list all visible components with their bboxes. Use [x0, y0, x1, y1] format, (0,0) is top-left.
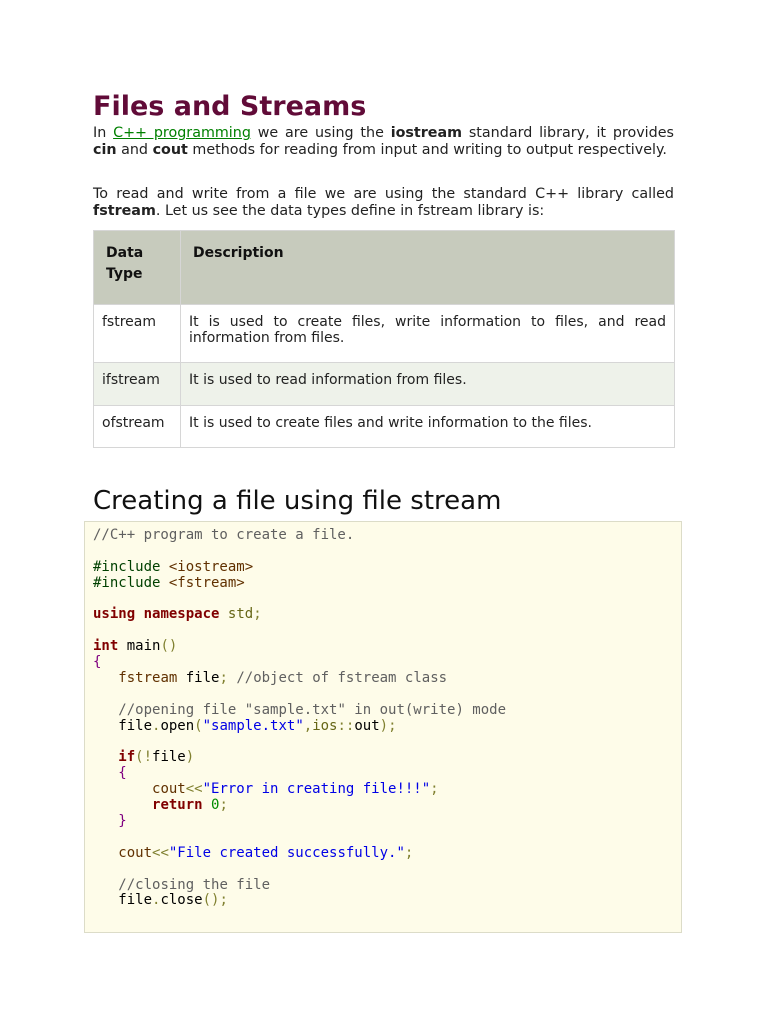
- code-identifier: file: [118, 717, 153, 734]
- code-identifier: file: [118, 892, 153, 909]
- section-heading: Creating a file using file stream: [93, 486, 502, 516]
- cell-description: It is used to read information from files.: [181, 363, 675, 406]
- code-keyword: namespace: [143, 606, 220, 623]
- fstream-term: fstream: [93, 203, 156, 219]
- code-line: {: [118, 765, 127, 782]
- code-line: [93, 528, 506, 544]
- code-line: [93, 878, 506, 894]
- code-line: [93, 735, 506, 751]
- code-line: fstream file; //object of fstream class: [118, 670, 448, 687]
- code-keyword: using: [93, 606, 136, 623]
- table-row: [94, 305, 675, 363]
- code-line: [93, 544, 506, 560]
- header-description: Description: [181, 231, 675, 305]
- iostream-term: iostream: [390, 125, 463, 141]
- code-keyword: if: [118, 749, 136, 766]
- code-number: 0: [211, 797, 220, 814]
- code-listing: [93, 528, 506, 909]
- cell-type: ifstream: [94, 363, 181, 406]
- code-line: return 0;: [152, 797, 228, 814]
- cpp-programming-link[interactable]: C++ programming: [113, 125, 251, 141]
- code-line: [93, 576, 506, 592]
- table-row: [94, 363, 675, 406]
- code-line: [93, 623, 506, 639]
- intro-paragraph: [93, 125, 674, 159]
- code-line: using namespace std;: [93, 606, 262, 623]
- code-line: [93, 862, 506, 878]
- code-identifier: out: [354, 717, 380, 734]
- intro-text: methods for reading from input and writing to output respectively.: [187, 142, 667, 158]
- code-comment: //closing the file: [118, 876, 271, 893]
- code-line: {: [93, 654, 102, 671]
- code-line: [93, 592, 506, 608]
- code-line: int main(): [93, 638, 178, 655]
- fstream-paragraph: [93, 186, 674, 220]
- data-types-table: [93, 230, 675, 448]
- code-string: "sample.txt": [202, 717, 304, 734]
- code-line: cout<<"Error in creating file!!!";: [152, 781, 439, 798]
- code-line: [93, 560, 506, 576]
- code-identifier: main: [126, 638, 161, 655]
- code-namespace: ios: [312, 717, 338, 734]
- code-type: fstream: [118, 670, 178, 687]
- code-identifier: cout: [152, 781, 186, 798]
- table-header-row: [94, 231, 675, 305]
- code-header: <iostream>: [168, 558, 254, 575]
- cell-description: It is used to create files, write information to files, and read information from files.: [181, 305, 675, 363]
- code-string: "Error in creating file!!!": [202, 781, 431, 798]
- code-keyword: int: [93, 638, 119, 655]
- paragraph-text: To read and write from a file we are using the standard C++ library called: [93, 186, 674, 202]
- code-line: [93, 703, 506, 719]
- code-identifier: cout: [118, 844, 153, 861]
- cell-type: fstream: [94, 305, 181, 363]
- intro-text: and: [116, 142, 153, 158]
- paragraph-text: . Let us see the data types define in fstream library is:: [155, 203, 545, 219]
- code-line: file.open("sample.txt",ios::out);: [118, 717, 397, 734]
- table-row: [94, 406, 675, 448]
- code-comment: //C++ program to create a file.: [93, 527, 355, 543]
- header-data-type: Data Type: [94, 231, 181, 305]
- code-header: <fstream>: [168, 574, 245, 591]
- code-comment: //object of fstream class: [236, 670, 448, 687]
- cout-term: cout: [152, 142, 188, 158]
- code-string: "File created successfully.": [168, 844, 405, 861]
- code-namespace: std: [227, 606, 254, 623]
- cell-description: It is used to create files and write information to the files.: [181, 406, 675, 448]
- cin-term: cin: [93, 142, 117, 158]
- page-title: Files and Streams: [93, 91, 367, 122]
- code-identifier: file: [185, 670, 220, 687]
- code-comment: //opening file "sample.txt" in out(write) mode: [118, 701, 507, 718]
- code-directive: #include: [93, 574, 169, 591]
- code-line: if(!file): [118, 749, 195, 766]
- code-line: [93, 830, 506, 846]
- cell-type: ofstream: [94, 406, 181, 448]
- code-line: cout<<"File created successfully.";: [118, 844, 414, 861]
- intro-text: In: [93, 125, 114, 141]
- code-identifier: open: [160, 717, 195, 734]
- code-line: }: [118, 813, 127, 830]
- code-line: file.close();: [118, 892, 228, 909]
- code-line: [93, 687, 506, 703]
- code-directive: #include: [93, 558, 169, 575]
- intro-text: standard library, it provides: [462, 125, 674, 141]
- code-identifier: file: [152, 749, 186, 766]
- code-identifier: close: [160, 892, 203, 909]
- intro-text: we are using the: [250, 125, 391, 141]
- code-keyword: return: [152, 797, 203, 814]
